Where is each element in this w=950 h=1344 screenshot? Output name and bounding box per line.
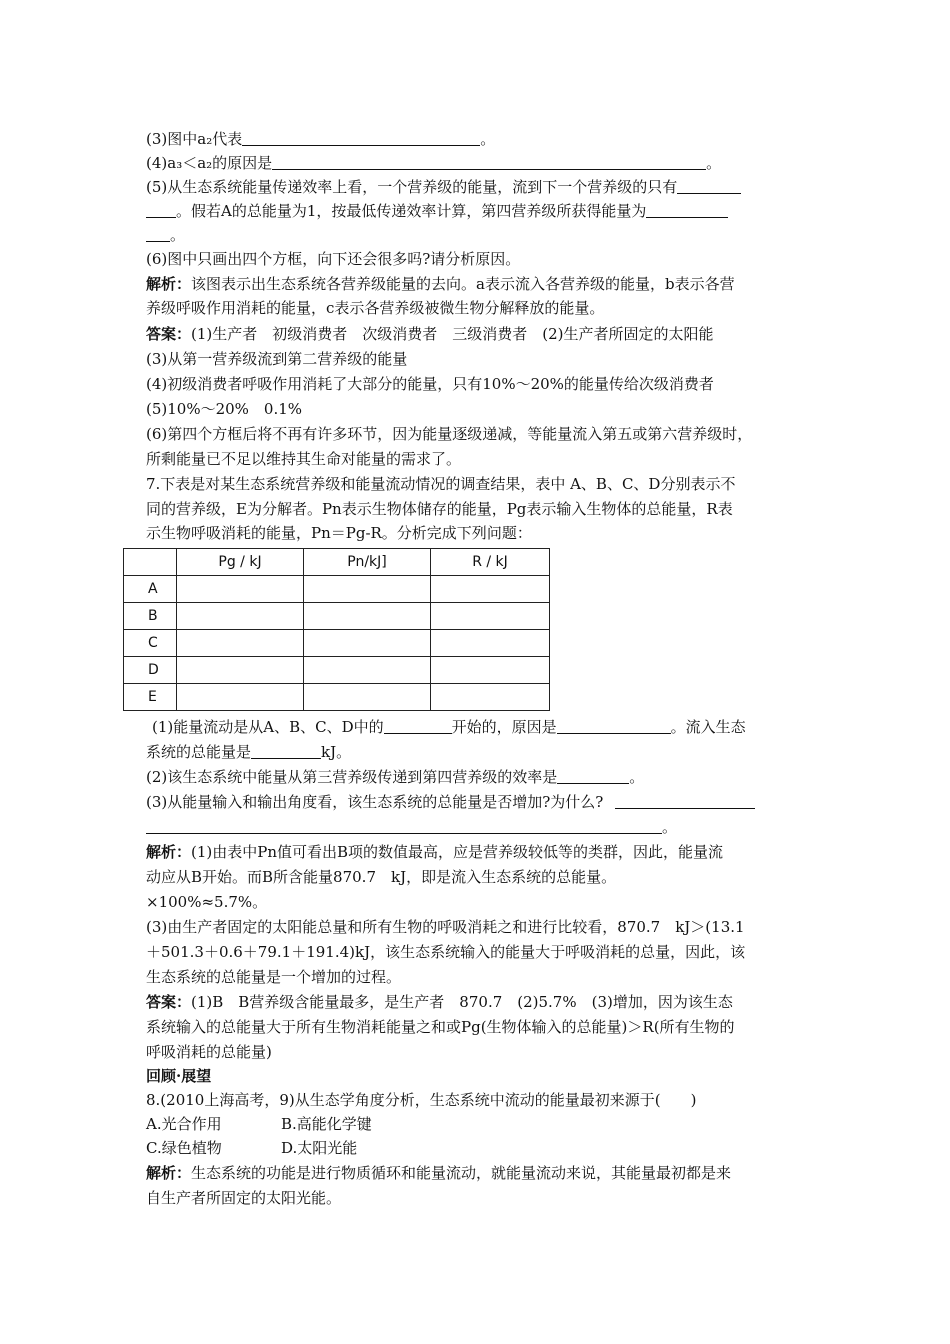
table-row <box>124 684 550 711</box>
answer-7-line3: 呼吸消耗的总能量) <box>146 1043 272 1061</box>
table-cell <box>177 657 304 684</box>
question-7-3-line2: 。 <box>146 816 677 838</box>
review-heading: 回顾·展望 <box>146 1067 212 1085</box>
answer-blank <box>272 155 706 170</box>
answer-blank <box>615 794 755 809</box>
analysis-6-line1: 解析：该图表示出生态系统各营养级能量的去向。a表示流入各营养级的能量，b表示各营 <box>146 275 735 293</box>
answer-6-line1: 答案：(1)生产者 初级消费者 次级消费者 三级消费者 (2)生产者所固定的太阳能 <box>146 325 714 343</box>
table-header-pn: Pn/kJ] <box>304 549 431 576</box>
table-cell <box>177 576 304 603</box>
table-row-label: D <box>124 657 177 684</box>
question-8: 8.(2010上海高考，9)从生态学角度分析，生态系统中流动的能量最初来源于( ) <box>146 1091 697 1109</box>
table-row-label: E <box>124 684 177 711</box>
table-cell <box>304 657 431 684</box>
question-8-options-1 <box>146 1113 372 1135</box>
analysis-7-line1: 解析：(1)由表中Pn值可看出B项的数值最高，应是营养级较低等的类群，因此，能量流 <box>146 843 724 861</box>
answer-blank <box>677 179 741 194</box>
analysis-6-line2: 养级呼吸作用消耗的能量，c表示各营养级被微生物分解释放的能量。 <box>146 299 605 317</box>
answer-blank <box>146 203 176 218</box>
answer-blank <box>146 819 662 834</box>
table-cell <box>304 576 431 603</box>
table-cell <box>304 603 431 630</box>
table-cell <box>177 684 304 711</box>
answer-blank <box>384 719 452 734</box>
table-row-label: B <box>124 603 177 630</box>
table-row <box>124 657 550 684</box>
energy-table <box>123 548 550 711</box>
analysis-8-line1: 解析：生态系统的功能是进行物质循环和能量流动，就能量流动来说，其能量最初都是来 <box>146 1164 732 1182</box>
table-row <box>124 576 550 603</box>
table-row-label: C <box>124 630 177 657</box>
table-cell <box>304 630 431 657</box>
answer-6-line2: (3)从第一营养级流到第二营养级的能量 <box>146 350 408 368</box>
question-7-line3: 示生物呼吸消耗的能量，Pn＝Pg-R。分析完成下列问题： <box>146 524 532 542</box>
table-header-row <box>124 549 550 576</box>
answer-blank <box>242 131 480 146</box>
option-b: B.高能化学键 <box>281 1115 372 1133</box>
question-7-2: (2)该生态系统中能量从第三营养级传递到第四营养级的效率是 。 <box>146 768 645 786</box>
question-7-line1: 7.下表是对某生态系统营养级和能量流动情况的调查结果，表中 A、B、C、D分别表示不 <box>146 475 736 493</box>
question-3: (3)图中a₂代表 。 <box>146 130 496 148</box>
option-d: D.太阳光能 <box>281 1139 358 1157</box>
answer-6-line3: (4)初级消费者呼吸作用消耗了大部分的能量，只有10%～20%的能量传给次级消费者 <box>146 375 714 393</box>
question-5-line2: 。假若A的总能量为1，按最低传递效率计算，第四营养级所获得能量为 <box>146 200 728 222</box>
question-4: (4)a₃＜a₂的原因是 。 <box>146 154 722 172</box>
table-header-pg: Pg / kJ <box>177 549 304 576</box>
option-a: A.光合作用 <box>146 1115 222 1133</box>
answer-7-line1: 答案：(1)B B营养级含能量最多，是生产者 870.7 (2)5.7% (3)增加，因为该生态 <box>146 993 733 1011</box>
table-corner-cell <box>124 549 177 576</box>
question-7-line2: 同的营养级，E为分解者。Pn表示生物体储存的能量，Pg表示输入生物体的总能量，R表 <box>146 500 733 518</box>
question-5-line3: 。 <box>146 224 185 246</box>
question-6: (6)图中只画出四个方框，向下还会很多吗?请分析原因。 <box>146 250 521 268</box>
analysis-8-line2: 自生产者所固定的太阳光能。 <box>146 1189 342 1207</box>
table-cell <box>431 657 550 684</box>
answer-6-line4: (5)10%～20% 0.1% <box>146 400 303 418</box>
analysis-7-line4: (3)由生产者固定的太阳能总量和所有生物的呼吸消耗之和进行比较看，870.7 kJ＞(13.1 <box>146 918 745 936</box>
analysis-7-line2: 动应从B开始。而B所含能量870.7 kJ，即是流入生态系统的总能量。 <box>146 868 617 886</box>
answer-6-line6: 所剩能量已不足以维持其生命对能量的需求了。 <box>146 450 462 468</box>
question-8-options-2 <box>146 1137 357 1159</box>
question-7-1-line1: (1)能量流动是从A、B、C、D中的 开始的，原因是 。流入生态 <box>152 718 746 736</box>
answer-blank <box>557 769 629 784</box>
question-7-1-line2: 系统的总能量是 kJ。 <box>146 743 352 761</box>
table-row-label: A <box>124 576 177 603</box>
analysis-7-line5: ＋501.3＋0.6＋79.1＋191.4)kJ，该生态系统输入的能量大于呼吸消耗的总量，因此，该 <box>146 943 746 961</box>
table-cell <box>431 684 550 711</box>
table-cell <box>304 684 431 711</box>
answer-6-line5: (6)第四个方框后将不再有许多环节，因为能量逐级递减，等能量流入第五或第六营养级时， <box>146 425 753 443</box>
answer-blank <box>251 744 321 759</box>
analysis-7-line6: 生态系统的总能量是一个增加的过程。 <box>146 968 402 986</box>
table-header-r: R / kJ <box>431 549 550 576</box>
question-5-line1: (5)从生态系统能量传递效率上看，一个营养级的能量，流到下一个营养级的只有 <box>146 176 741 198</box>
table-cell <box>431 576 550 603</box>
question-7-3: (3)从能量输入和输出角度看，该生态系统的总能量是否增加?为什么? <box>146 791 755 813</box>
option-c: C.绿色植物 <box>146 1139 222 1157</box>
table-row <box>124 630 550 657</box>
table-cell <box>177 630 304 657</box>
analysis-7-line3: ×100%≈5.7%。 <box>146 893 268 911</box>
answer-blank <box>557 719 671 734</box>
table-cell <box>177 603 304 630</box>
table-cell <box>431 630 550 657</box>
answer-7-line2: 系统输入的总能量大于所有生物消耗能量之和或Pg(生物体输入的总能量)＞R(所有生物的 <box>146 1018 735 1036</box>
table-row <box>124 603 550 630</box>
answer-blank <box>646 203 728 218</box>
table-cell <box>431 603 550 630</box>
answer-blank <box>146 227 170 242</box>
